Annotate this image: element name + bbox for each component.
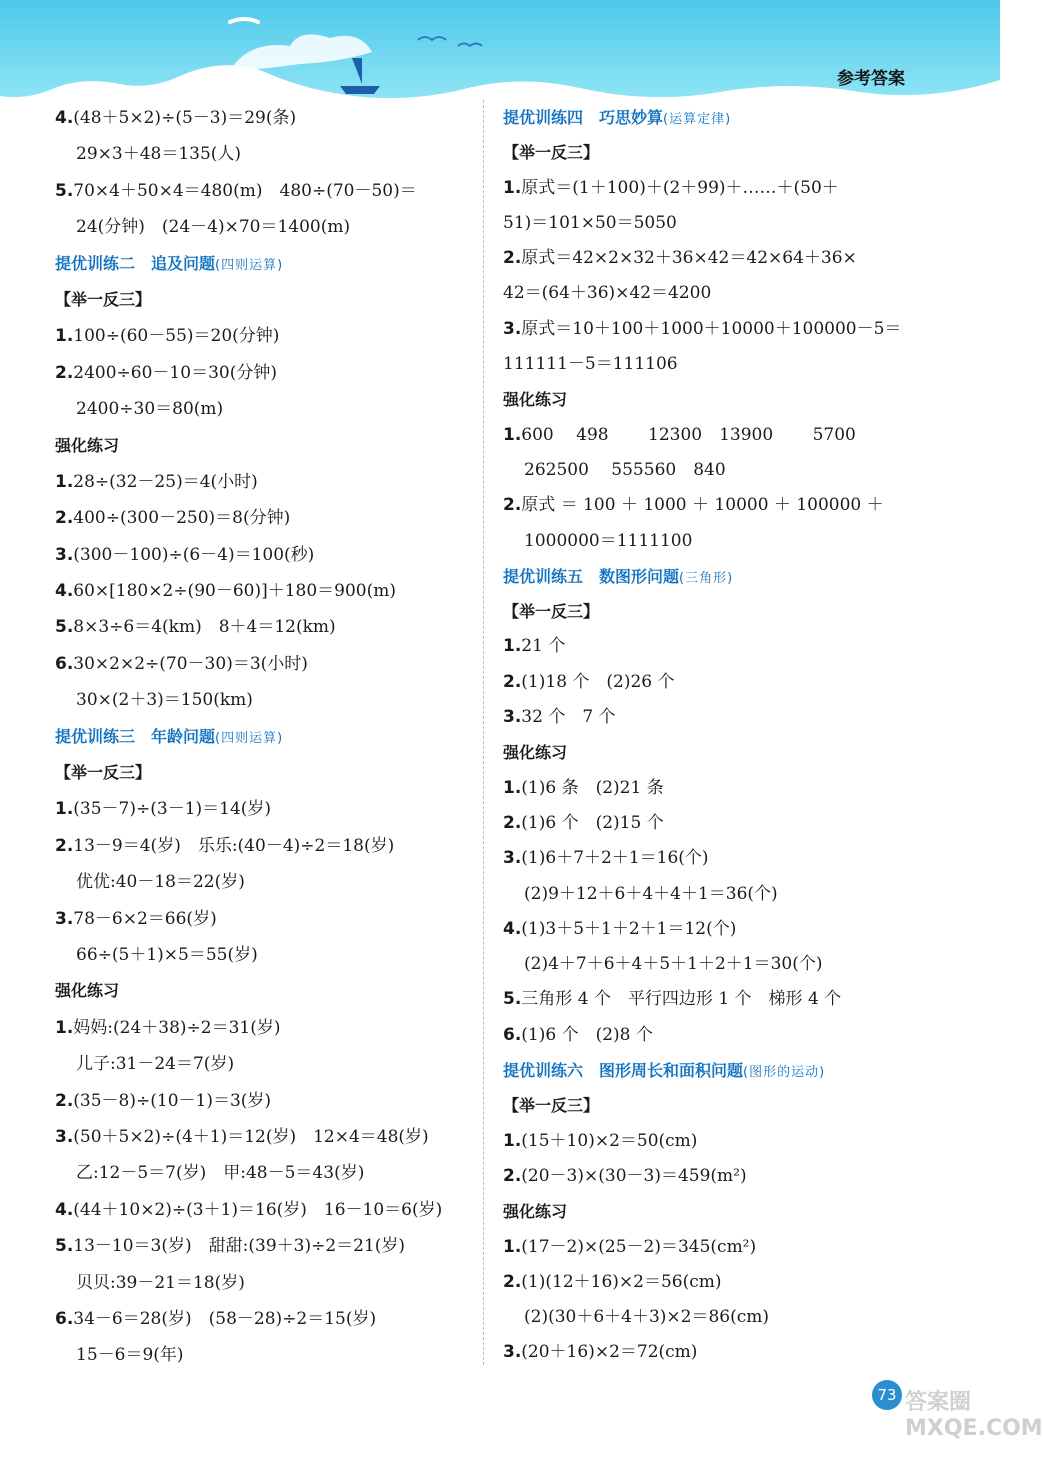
answer-continuation: 24(分钟) (24－4)×70＝1400(m)	[76, 217, 351, 238]
item-text: 2400÷60－10＝30(分钟)	[73, 362, 277, 383]
answer-item	[503, 1018, 923, 1053]
answer-item	[55, 500, 470, 536]
answer-continuation: 66÷(5＋1)×5＝55(岁)	[76, 944, 258, 965]
answer-continuation: (2)9＋12＋6＋4＋4＋1＝36(个)	[524, 883, 778, 904]
answer-item	[55, 901, 470, 937]
section-title: 提优训练二 追及问题	[55, 253, 216, 273]
subsection-heading: 强化练习	[55, 435, 120, 455]
section-subtitle: (图形的运动)	[743, 1065, 826, 1081]
answer-item	[55, 1301, 470, 1337]
item-number: 2.	[55, 1090, 74, 1111]
item-text: (20－3)×(30－3)＝459(m²)	[521, 1165, 747, 1186]
item-text: 原式＝42×2×32＋36×42＝42×64＋36×	[521, 248, 857, 269]
answer-item	[55, 173, 470, 209]
answer-item	[503, 629, 923, 664]
section-subtitle: (运算定律)	[663, 112, 732, 127]
answer-item	[503, 312, 923, 347]
subsection-heading: 强化练习	[503, 390, 568, 410]
item-number: 3.	[55, 544, 74, 565]
section-heading	[503, 100, 923, 135]
answer-item	[503, 1265, 923, 1300]
answer-continuation: 30×(2＋3)＝150(km)	[76, 690, 253, 711]
answer-continuation: (2)(30＋6＋4＋3)×2＝86(cm)	[524, 1307, 770, 1328]
answer-item	[55, 318, 470, 354]
item-number: 2.	[503, 1165, 522, 1186]
subsection-heading: 强化练习	[503, 1202, 568, 1222]
section-title: 提优训练六 图形周长和面积问题	[503, 1061, 744, 1081]
item-number: 5.	[55, 180, 74, 201]
item-number: 3.	[503, 707, 522, 728]
item-text: (1)6 个 (2)15 个	[521, 812, 664, 833]
item-text: (1)18 个 (2)26 个	[521, 671, 675, 692]
answer-item	[55, 464, 470, 500]
answer-continuation: 111111－5＝111106	[503, 354, 678, 375]
item-text: (1)6 条 (2)21 条	[521, 777, 664, 798]
watermark-logo: 答案圈 MXQE.COM	[905, 1390, 1043, 1441]
item-text: (1)(12＋16)×2＝56(cm)	[521, 1271, 722, 1292]
item-text: (44＋10×2)÷(3＋1)＝16(岁) 16－10＝6(岁)	[73, 1199, 443, 1220]
item-number: 3.	[55, 1126, 74, 1147]
answer-continuation: 262500 555560 840	[524, 459, 726, 480]
subsection-heading: 【举一反三】	[503, 143, 600, 163]
item-number: 1.	[503, 636, 522, 657]
answer-item	[503, 700, 923, 735]
subsection-heading: 【举一反三】	[55, 289, 152, 309]
item-text: 21 个	[521, 636, 566, 657]
item-number: 1.	[503, 424, 522, 445]
answer-continuation: 优优:40－18＝22(岁)	[76, 872, 245, 893]
item-text: 原式 ＝ 100 ＋ 1000 ＋ 10000 ＋ 100000 ＋	[521, 495, 884, 516]
answer-item	[55, 355, 470, 391]
answer-item	[503, 771, 923, 806]
answer-item	[55, 1083, 470, 1119]
item-text: 13－10＝3(岁) 甜甜:(39＋3)÷2＝21(岁)	[73, 1236, 406, 1257]
item-number: 2.	[55, 362, 74, 383]
item-number: 4.	[55, 581, 74, 602]
item-text: 600 498 12300 13900 5700	[521, 424, 856, 445]
item-number: 6.	[503, 1024, 522, 1045]
item-text: (48＋5×2)÷(5－3)＝29(条)	[73, 108, 297, 128]
item-text: 100÷(60－55)＝20(分钟)	[73, 326, 280, 347]
item-text: 32 个 7 个	[521, 707, 616, 728]
subsection-heading: 强化练习	[503, 743, 568, 763]
item-text: 原式＝10＋100＋1000＋10000＋100000－5＝	[521, 318, 902, 339]
answer-item	[503, 488, 923, 523]
section-heading	[503, 1053, 923, 1088]
item-number: 2.	[503, 812, 522, 833]
item-number: 1.	[503, 177, 522, 198]
item-text: (35－7)÷(3－1)＝14(岁)	[73, 799, 272, 820]
item-text: (1)3＋5＋1＋2＋1＝12(个)	[521, 918, 737, 939]
item-number: 1.	[55, 326, 74, 347]
item-text: 78－6×2＝66(岁)	[73, 908, 217, 929]
right-answer-column	[503, 100, 923, 1371]
item-number: 2.	[55, 835, 74, 856]
answer-continuation: 2400÷30＝80(m)	[76, 399, 224, 420]
item-number: 1.	[55, 471, 74, 492]
section-heading	[55, 719, 470, 755]
answer-continuation: 1000000＝1111100	[524, 530, 693, 551]
section-subtitle: (四则运算)	[215, 257, 284, 273]
subsection-heading: 【举一反三】	[503, 602, 600, 622]
answer-item	[55, 1192, 470, 1228]
answer-continuation: 42＝(64＋36)×42＝4200	[503, 283, 712, 304]
answer-item	[503, 806, 923, 841]
left-answer-column	[55, 100, 470, 1374]
answer-item	[503, 241, 923, 276]
item-text: (1)6＋7＋2＋1＝16(个)	[521, 848, 709, 869]
item-text: 妈妈:(24＋38)÷2＝31(岁)	[73, 1017, 281, 1038]
item-text: 13－9＝4(岁) 乐乐:(40－4)÷2＝18(岁)	[73, 835, 395, 856]
item-text: (300－100)÷(6－4)＝100(秒)	[73, 544, 315, 565]
item-number: 2.	[503, 248, 522, 269]
answer-item	[503, 982, 923, 1017]
item-number: 4.	[503, 918, 522, 939]
item-text: 70×4＋50×4＝480(m) 480÷(70－50)＝	[73, 180, 417, 201]
answer-item	[55, 1119, 470, 1155]
answer-continuation: (2)4＋7＋6＋4＋5＋1＋2＋1＝30(个)	[524, 954, 823, 975]
section-heading	[55, 246, 470, 282]
answer-item	[55, 1010, 470, 1046]
header-wave-banner	[0, 0, 1000, 110]
item-number: 4.	[55, 1199, 74, 1220]
item-number: 5.	[55, 1236, 74, 1257]
answer-continuation: 儿子:31－24＝7(岁)	[76, 1054, 235, 1075]
section-heading	[503, 559, 923, 594]
section-subtitle: (三角形)	[679, 570, 734, 586]
item-text: 8×3÷6＝4(km) 8＋4＝12(km)	[73, 617, 336, 638]
item-number: 1.	[55, 799, 74, 820]
item-text: (17－2)×(25－2)＝345(cm²)	[521, 1236, 757, 1257]
item-number: 5.	[55, 617, 74, 638]
item-number: 2.	[503, 671, 522, 692]
item-number: 4.	[55, 108, 74, 128]
item-number: 3.	[503, 318, 522, 339]
item-text: 30×2×2÷(70－30)＝3(小时)	[73, 653, 308, 674]
subsection-heading: 【举一反三】	[55, 763, 152, 783]
item-text: (35－8)÷(10－1)＝3(岁)	[73, 1090, 272, 1111]
item-text: 34－6＝28(岁) (58－28)÷2＝15(岁)	[73, 1308, 377, 1329]
answer-item	[503, 1335, 923, 1370]
item-number: 2.	[503, 495, 522, 516]
section-subtitle: (四则运算)	[215, 730, 284, 746]
item-text: 60×[180×2÷(90－60)]＋180＝900(m)	[73, 581, 396, 602]
item-number: 3.	[55, 908, 74, 929]
answer-continuation: 15－6＝9(年)	[76, 1345, 184, 1366]
subsection-heading: 【举一反三】	[503, 1096, 600, 1116]
page-number: 73	[872, 1380, 902, 1410]
header-title: 参考答案	[837, 69, 905, 89]
item-number: 2.	[55, 508, 74, 529]
item-number: 3.	[503, 1342, 522, 1363]
item-text: (1)6 个 (2)8 个	[521, 1024, 653, 1045]
item-text: 三角形 4 个 平行四边形 1 个 梯形 4 个	[521, 989, 842, 1010]
item-text: (20＋16)×2＝72(cm)	[521, 1342, 698, 1363]
answer-item	[503, 171, 923, 206]
answer-continuation: 29×3＋48＝135(人)	[76, 144, 242, 165]
item-text: 400÷(300－250)＝8(分钟)	[73, 508, 291, 529]
answer-item	[55, 646, 470, 682]
answer-item	[503, 418, 923, 453]
answer-item	[55, 537, 470, 573]
item-number: 6.	[55, 1308, 74, 1329]
item-number: 5.	[503, 989, 522, 1010]
section-title: 提优训练三 年龄问题	[55, 726, 216, 746]
item-text: (15＋10)×2＝50(cm)	[521, 1130, 698, 1151]
answer-item	[503, 912, 923, 947]
item-number: 2.	[503, 1271, 522, 1292]
answer-item	[503, 1124, 923, 1159]
answer-item	[55, 791, 470, 827]
section-title: 提优训练五 数图形问题	[503, 566, 680, 586]
item-text: 28÷(32－25)＝4(小时)	[73, 471, 258, 492]
item-number: 1.	[503, 1236, 522, 1257]
answer-continuation: 乙:12－5＝7(岁) 甲:48－5＝43(岁)	[76, 1163, 365, 1184]
answer-item	[55, 100, 470, 136]
subsection-heading: 强化练习	[55, 981, 120, 1001]
answer-item	[55, 573, 470, 609]
item-number: 1.	[55, 1017, 74, 1038]
answer-item	[55, 828, 470, 864]
answer-item	[55, 1228, 470, 1264]
answer-item	[503, 1230, 923, 1265]
column-divider	[483, 100, 484, 1365]
item-text: 原式＝(1＋100)＋(2＋99)＋……＋(50＋	[521, 177, 839, 198]
item-number: 1.	[503, 777, 522, 798]
answer-item	[503, 1159, 923, 1194]
item-number: 1.	[503, 1130, 522, 1151]
answer-item	[55, 609, 470, 645]
item-number: 3.	[503, 848, 522, 869]
answer-continuation: 51)＝101×50＝5050	[503, 212, 677, 233]
answer-item	[503, 665, 923, 700]
section-title: 提优训练四 巧思妙算	[503, 108, 664, 127]
item-number: 6.	[55, 653, 74, 674]
answer-item	[503, 841, 923, 876]
answer-continuation: 贝贝:39－21＝18(岁)	[76, 1272, 245, 1293]
item-text: (50＋5×2)÷(4＋1)＝12(岁) 12×4＝48(岁)	[73, 1126, 429, 1147]
